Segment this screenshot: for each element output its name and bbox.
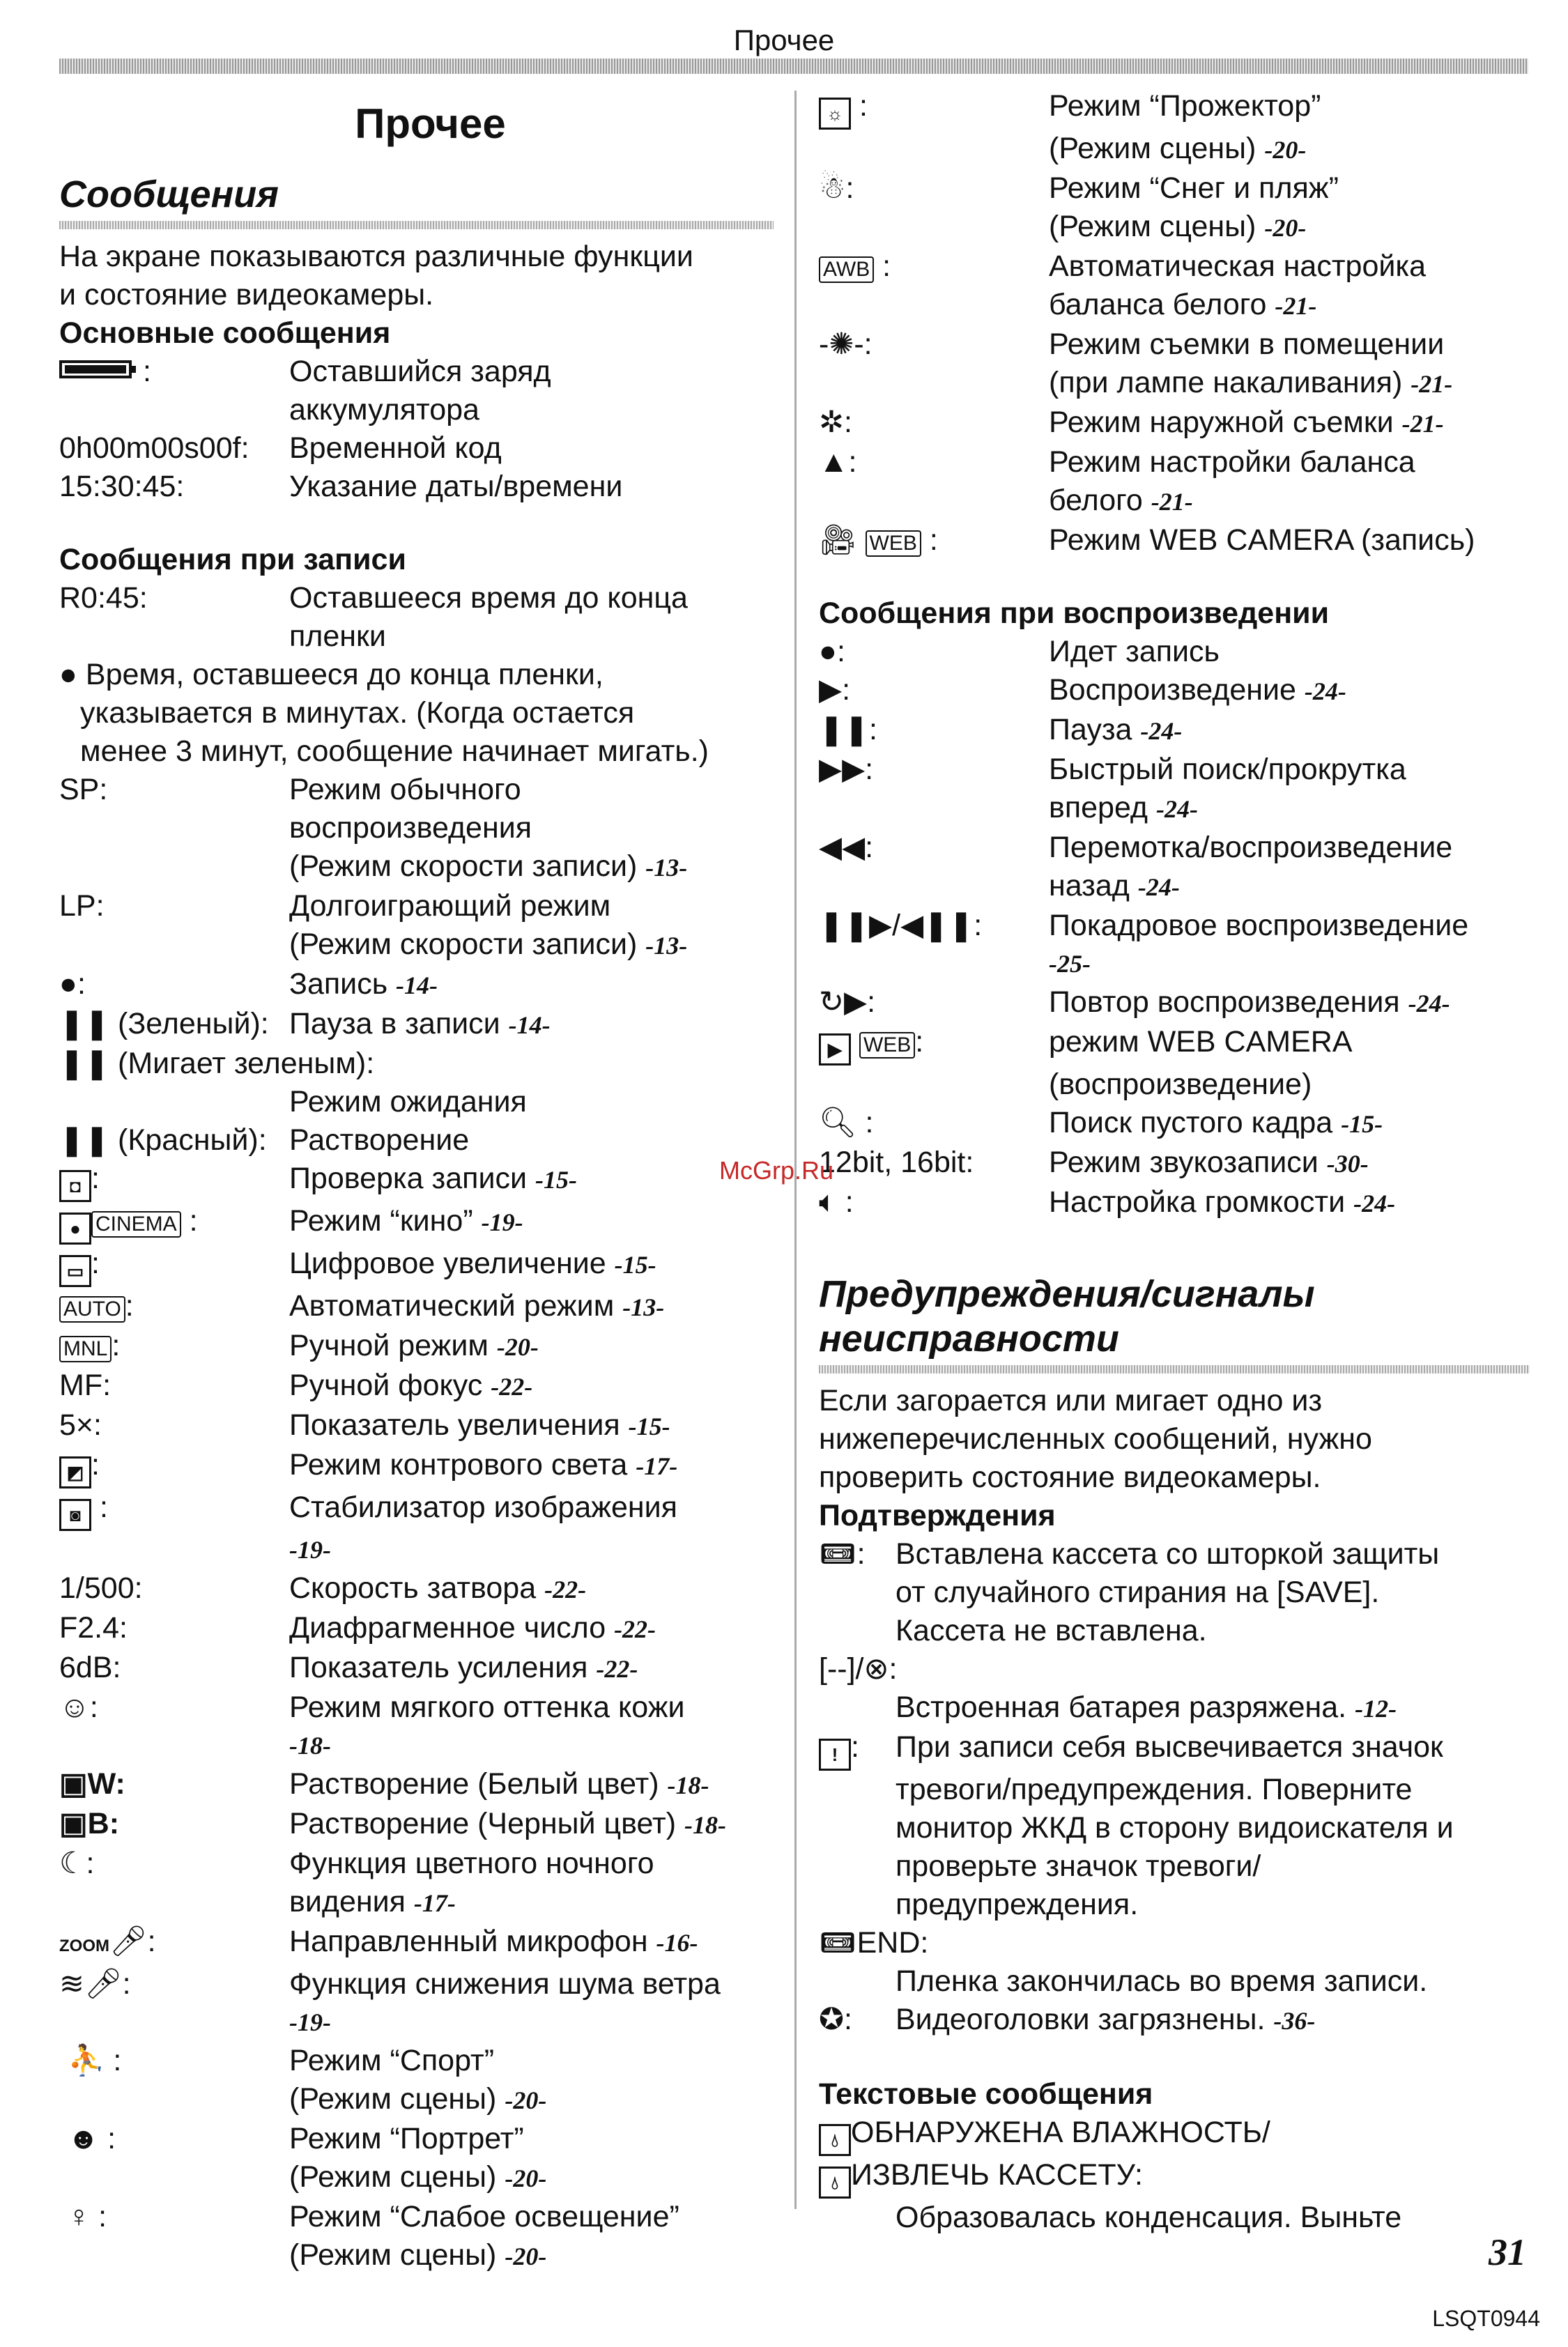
item-value: тревоги/предупреждения. Поверните xyxy=(896,1773,1413,1806)
item-value: (Режим скорости записи) -13- xyxy=(289,849,688,883)
subsection-playback: Сообщения при воспроизведении xyxy=(819,597,1330,630)
page-ref: -20- xyxy=(1264,136,1307,164)
list-item xyxy=(59,579,774,617)
list-item xyxy=(59,2042,774,2080)
item-value: Режим съемки в помещении xyxy=(1049,328,1445,361)
item-value: Быстрый поиск/прокрутка xyxy=(1049,753,1406,786)
page-ref: -24- xyxy=(1155,795,1198,823)
list-item: AUTO : Автоматический режим -13- xyxy=(59,1287,774,1327)
item-key: 0h00m00s00f: xyxy=(59,431,249,465)
section-title-warnings: неисправности xyxy=(819,1318,1119,1360)
list-item xyxy=(59,429,774,468)
page-ref: -20- xyxy=(1264,214,1307,242)
list-item: ↻▶: Повтор воспроизведения -24- xyxy=(819,983,1530,1023)
note-text: Время, оставшееся до конца пленки, xyxy=(85,658,604,691)
page-ref: -22- xyxy=(596,1655,638,1683)
list-item: ▣W: Растворение (Белый цвет) -18- xyxy=(59,1765,774,1805)
list-item: ❚❚ (Зеленый): Пауза в записи -14- xyxy=(59,1005,774,1045)
right-column xyxy=(819,87,1530,2237)
page-ref: -24- xyxy=(1140,717,1183,745)
page-ref: -19- xyxy=(289,2008,331,2036)
item-value: назад -24- xyxy=(1049,869,1180,902)
item-value: (воспроизведение) xyxy=(1049,1068,1312,1101)
portrait-icon: ☻ : xyxy=(59,2122,116,2155)
text-message: 💧︎ ОБНАРУЖЕНА ВЛАЖНОСТЬ/ xyxy=(819,2114,1530,2156)
item-value: Режим WEB CAMERA (запись) xyxy=(1049,523,1475,557)
item-value: (Режим сцены) -20- xyxy=(289,2082,547,2116)
list-item xyxy=(59,1688,774,1727)
item-value: Функция цветного ночного xyxy=(289,1847,654,1880)
item-value: Пленка закончилась во время записи. xyxy=(896,1964,1428,1998)
item-value: Перемотка/воспроизведение xyxy=(1049,831,1453,864)
awb-icon: AWB : xyxy=(819,247,1049,286)
list-item: ◘ : Проверка записи -15- xyxy=(59,1160,774,1202)
tape-end-icon: 📼︎END: xyxy=(819,1926,929,1960)
record-icon: ●: xyxy=(59,967,86,1001)
item-key: 5×: xyxy=(59,1408,102,1442)
item-value: Стабилизатор изображения xyxy=(289,1491,677,1524)
list-item xyxy=(59,353,774,429)
list-item: 12bit, 16bit: Режим звукозаписи -30- xyxy=(819,1144,1530,1183)
cassette-protect-icon: 📼︎: xyxy=(819,1537,866,1571)
list-item: ▣B: Растворение (Черный цвет) -18- xyxy=(59,1805,774,1845)
list-item: ◩ : Режим контрового света -17- xyxy=(59,1446,774,1488)
page-ref: -18- xyxy=(667,1771,709,1799)
list-item: 1/500: Скорость затвора -22- xyxy=(59,1569,774,1609)
list-item xyxy=(819,829,1530,867)
item-value: Кассета не вставлена. xyxy=(896,1614,1207,1647)
item-value: Режим настройки баланса xyxy=(1049,445,1415,479)
battery-text: аккумулятора xyxy=(289,393,479,426)
item-value: Режим мягкого оттенка кожи xyxy=(289,1691,685,1724)
item-value: Образовалась конденсация. Выньте xyxy=(896,2201,1402,2234)
dirty-head-icon: ✪: xyxy=(819,2003,852,2036)
list-item xyxy=(59,771,774,809)
item-value: Функция снижения шума ветра xyxy=(289,1967,721,2001)
item-value: Режим “Слабое освещение” xyxy=(289,2200,679,2233)
low-light-icon: ♀ : xyxy=(59,2200,107,2233)
skin-tone-icon: ☺: xyxy=(59,1691,98,1724)
column-divider xyxy=(794,91,797,2209)
item-value: Оставшееся время до конца xyxy=(289,581,688,615)
subsection-basic: Основные сообщения xyxy=(59,316,391,350)
page-ref: -25- xyxy=(1049,950,1091,978)
intro-line: На экране показываются различные функции xyxy=(59,240,693,273)
list-item xyxy=(819,751,1530,789)
manual-mode-icon: MNL : xyxy=(59,1327,289,1367)
page-ref: -15- xyxy=(535,1166,577,1194)
list-item: ZOOM🎤︎: Направленный микрофон -16- xyxy=(59,1923,774,1965)
page-ref: -18- xyxy=(684,1811,726,1839)
auto-mode-icon: AUTO : xyxy=(59,1287,289,1327)
fast-forward-icon: ▶▶: xyxy=(819,753,874,786)
page-ref: -20- xyxy=(505,2086,547,2114)
page-ref: -20- xyxy=(505,2164,547,2192)
intro-line: и состояние видеокамеры. xyxy=(59,278,434,311)
list-item xyxy=(819,633,1530,671)
list-item xyxy=(819,247,1530,286)
list-item: 5×: Показатель увеличения -15- xyxy=(59,1406,774,1446)
item-value: Режим “Прожектор” xyxy=(1049,89,1321,123)
page-title: Прочее xyxy=(355,100,506,147)
page-ref: -21- xyxy=(1151,488,1193,516)
battery-warning-icon: [--]/⊗: xyxy=(819,1652,898,1686)
battery-text: Оставшийся заряд xyxy=(289,355,551,388)
page-ref: -19- xyxy=(481,1208,523,1236)
intro-line: нижеперечисленных сообщений, нужно xyxy=(819,1422,1372,1456)
list-item: MF: Ручной фокус -22- xyxy=(59,1367,774,1406)
list-item xyxy=(59,1488,774,1531)
item-value: Покадровое воспроизведение xyxy=(1049,909,1469,942)
list-item xyxy=(819,1535,1530,1573)
item-key: 15:30:45: xyxy=(59,470,185,503)
item-value: Режим “Спорт” xyxy=(289,2044,495,2077)
page-ref: -24- xyxy=(1304,677,1346,705)
list-item: ✪: Видеоголовки загрязнены. -36- xyxy=(819,2001,1530,2040)
outdoor-icon: ✲: xyxy=(819,406,852,439)
humidity-icon: 💧︎ xyxy=(819,2124,851,2156)
item-value: режим WEB CAMERA xyxy=(1049,1025,1353,1059)
fade-black-icon: ▣B: xyxy=(59,1807,120,1840)
blank-search-icon: 🔍︎ : xyxy=(819,1106,874,1139)
page-ref: -15- xyxy=(614,1251,656,1279)
note-text: указывается в минутах. (Когда остается xyxy=(80,696,635,730)
pause-icon: ❚❚: xyxy=(819,713,878,746)
item-value: белого -21- xyxy=(1049,484,1193,517)
page-ref: -21- xyxy=(1401,410,1444,438)
page-ref: -19- xyxy=(289,1536,331,1564)
item-value: вперед -24- xyxy=(1049,791,1198,824)
pause-icon: ❚❚ (Красный): xyxy=(59,1123,267,1157)
watermark: McGrp.Ru xyxy=(719,1156,834,1185)
page-ref: -15- xyxy=(628,1413,670,1440)
item-value: монитор ЖКД в сторону видоискателя и xyxy=(896,1811,1454,1845)
item-value: проверьте значок тревоги/ xyxy=(896,1849,1261,1883)
section-divider xyxy=(59,221,774,229)
item-key: 6dB: xyxy=(59,1651,121,1684)
item-value: (Режим сцены) -20- xyxy=(289,2238,547,2272)
note-bullet: ● Время, оставшееся до конца пленки, xyxy=(59,658,604,691)
humidity-icon: 💧︎ xyxy=(819,2167,851,2199)
page-ref: -22- xyxy=(544,1576,587,1603)
list-item: ❚❚: Пауза -24- xyxy=(819,711,1530,751)
white-balance-icon: ▲: xyxy=(819,445,857,479)
list-item xyxy=(819,443,1530,482)
page-ref: -21- xyxy=(1275,292,1317,320)
night-view-icon: ☾: xyxy=(59,1847,95,1880)
note-text: менее 3 минут, сообщение начинает мигать.) xyxy=(80,734,709,768)
item-value: Режим “Портрет” xyxy=(289,2122,524,2155)
item-value: Встроенная батарея разряжена. -12- xyxy=(896,1691,1397,1724)
backlight-icon: ◩ : xyxy=(59,1446,289,1488)
list-item: F2.4: Диафрагменное число -22- xyxy=(59,1609,774,1649)
list-item: 🔈︎ : Настройка громкости -24- xyxy=(819,1183,1530,1223)
item-value: пленки xyxy=(289,620,386,653)
battery-icon: : xyxy=(59,353,289,429)
snow-icon: ☃: xyxy=(819,171,854,205)
page-ref: -22- xyxy=(491,1373,533,1401)
item-key: LP: xyxy=(59,889,105,923)
item-key: F2.4: xyxy=(59,1611,128,1645)
subsection-recording: Сообщения при записи xyxy=(59,543,406,576)
item-value: Автоматическая настройка xyxy=(1049,249,1427,283)
item-value: (Режим сцены) -20- xyxy=(1049,210,1307,243)
cinema-icon: ● CINEMA : xyxy=(59,1202,289,1245)
item-value: Режим “Снег и пляж” xyxy=(1049,171,1339,205)
list-item xyxy=(59,1965,774,2003)
page-ref: -24- xyxy=(1408,990,1450,1017)
intro-line: проверить состояние видеокамеры. xyxy=(819,1461,1321,1494)
list-item xyxy=(59,2120,774,2158)
digital-zoom-icon: ▭ : xyxy=(59,1245,289,1287)
spotlight-icon: ☼ : xyxy=(819,87,1049,130)
item-value: (при лампе накаливания) -21- xyxy=(1049,366,1453,399)
item-value: Временной код xyxy=(289,431,502,465)
item-value: (Режим скорости записи) -13- xyxy=(289,928,688,961)
intro-line: Если загорается или мигает одно из xyxy=(819,1384,1323,1417)
item-value: предупреждения. xyxy=(896,1888,1139,1921)
page-ref: -20- xyxy=(496,1333,539,1361)
page-number: 31 xyxy=(1489,2231,1526,2273)
repeat-play-icon: ↻▶: xyxy=(819,985,876,1019)
item-value: Режим ожидания xyxy=(289,1085,527,1118)
list-item: ✲: Режим наружной съемки -21- xyxy=(819,403,1530,443)
list-item xyxy=(819,907,1530,945)
list-item: 🔍︎ : Поиск пустого кадра -15- xyxy=(819,1104,1530,1144)
list-item xyxy=(819,1023,1530,1065)
list-item: ▶: Воспроизведение -24- xyxy=(819,671,1530,711)
item-key: 1/500: xyxy=(59,1571,143,1605)
page-ref: -14- xyxy=(396,971,438,999)
page-ref: -14- xyxy=(508,1011,551,1039)
stabilizer-icon: ◙ : xyxy=(59,1488,289,1531)
page-ref: -18- xyxy=(289,1732,331,1760)
page-ref: -24- xyxy=(1353,1190,1396,1217)
section-title-messages: Сообщения xyxy=(59,174,279,215)
record-check-icon: ◘ : xyxy=(59,1160,289,1202)
item-value: воспроизведения xyxy=(289,811,532,845)
page-ref: -13- xyxy=(622,1293,665,1321)
section-title-warnings: Предупреждения/сигналы xyxy=(819,1273,1315,1315)
page-ref: -24- xyxy=(1137,873,1180,901)
page-ref: -20- xyxy=(505,2242,547,2270)
item-value: Растворение xyxy=(289,1123,470,1157)
page-ref: -16- xyxy=(656,1929,698,1957)
list-item xyxy=(819,325,1530,364)
subsection-text-messages: Текстовые сообщения xyxy=(819,2077,1153,2111)
pause-icon: ❚❚ (Мигает зеленым): xyxy=(59,1047,375,1080)
list-item: ● CINEMA : Режим “кино” -19- xyxy=(59,1202,774,1245)
list-item xyxy=(59,1845,774,1883)
zoom-mic-icon: ZOOM🎤︎: xyxy=(59,1925,156,1958)
list-item xyxy=(59,887,774,925)
section-divider xyxy=(819,1365,1530,1373)
warning-icon: ! : xyxy=(819,1728,896,1771)
indoor-icon: -✺-: xyxy=(819,328,873,361)
item-value: Указание даты/времени xyxy=(289,470,623,503)
item-value: (Режим сцены) -20- xyxy=(289,2160,547,2194)
left-column xyxy=(59,87,774,2276)
page-ref: -13- xyxy=(645,932,688,960)
item-value: Долгоиграющий режим xyxy=(289,889,611,923)
pause-icon: ❚❚ (Зеленый): xyxy=(59,1007,269,1040)
play-icon: ▶: xyxy=(819,673,851,707)
item-value: (Режим сцены) -20- xyxy=(1049,132,1307,165)
volume-icon: 🔈︎ : xyxy=(819,1185,854,1219)
list-item: ●: Запись -14- xyxy=(59,965,774,1005)
item-key: SP: xyxy=(59,773,108,806)
web-playback-icon: ▶ WEB : xyxy=(819,1023,1049,1065)
list-item xyxy=(59,468,774,506)
page-ref: -17- xyxy=(413,1889,456,1917)
page-ref: -17- xyxy=(636,1452,678,1480)
item-key: 12bit, 16bit: xyxy=(819,1146,974,1179)
item-value: Идет запись xyxy=(1049,635,1220,668)
list-item: MNL : Ручной режим -20- xyxy=(59,1327,774,1367)
list-item xyxy=(819,87,1530,130)
header-divider xyxy=(59,59,1528,74)
item-value: Режим обычного xyxy=(289,773,521,806)
list-item xyxy=(819,1728,1530,1771)
list-item: 6dB: Показатель усиления -22- xyxy=(59,1649,774,1688)
list-item xyxy=(59,2198,774,2236)
subsection-confirmations: Подтверждения xyxy=(819,1499,1056,1532)
record-icon: ●: xyxy=(819,635,845,668)
item-value: баланса белого -21- xyxy=(1049,288,1317,321)
item-value: от случайного стирания на [SAVE]. xyxy=(896,1576,1380,1609)
item-value: видения -17- xyxy=(289,1885,456,1918)
document-code: LSQT0944 xyxy=(1432,2306,1540,2331)
text-message: 💧︎ ИЗВЛЕЧЬ КАССЕТУ: xyxy=(819,2156,1530,2199)
list-item xyxy=(819,169,1530,208)
item-key: MF: xyxy=(59,1369,112,1402)
page-ref: -13- xyxy=(645,854,688,882)
page-ref: -12- xyxy=(1355,1695,1397,1723)
item-key: R0:45: xyxy=(59,581,148,615)
fade-white-icon: ▣W: xyxy=(59,1767,125,1801)
rewind-icon: ◀◀: xyxy=(819,831,874,864)
web-camera-icon: 🎥︎ WEB : xyxy=(819,523,938,557)
page-ref: -30- xyxy=(1326,1150,1369,1178)
list-item xyxy=(819,521,1530,560)
header-section: Прочее xyxy=(733,24,835,56)
page-ref: -36- xyxy=(1273,2007,1316,2035)
list-item xyxy=(59,1121,774,1160)
page-ref: -15- xyxy=(1341,1110,1383,1138)
list-item: ▭ : Цифровое увеличение -15- xyxy=(59,1245,774,1287)
item-value: Вставлена кассета со шторкой защиты xyxy=(896,1537,1440,1571)
sports-icon: ⛹ : xyxy=(59,2044,122,2077)
page-ref: -21- xyxy=(1411,370,1453,398)
item-value: При записи себя высвечивается значок xyxy=(896,1730,1443,1764)
page-ref: -22- xyxy=(614,1615,656,1643)
wind-cut-icon: ≋🎤︎: xyxy=(59,1967,131,2001)
frame-advance-icon: ❚❚▶/◀❚❚: xyxy=(819,909,983,942)
